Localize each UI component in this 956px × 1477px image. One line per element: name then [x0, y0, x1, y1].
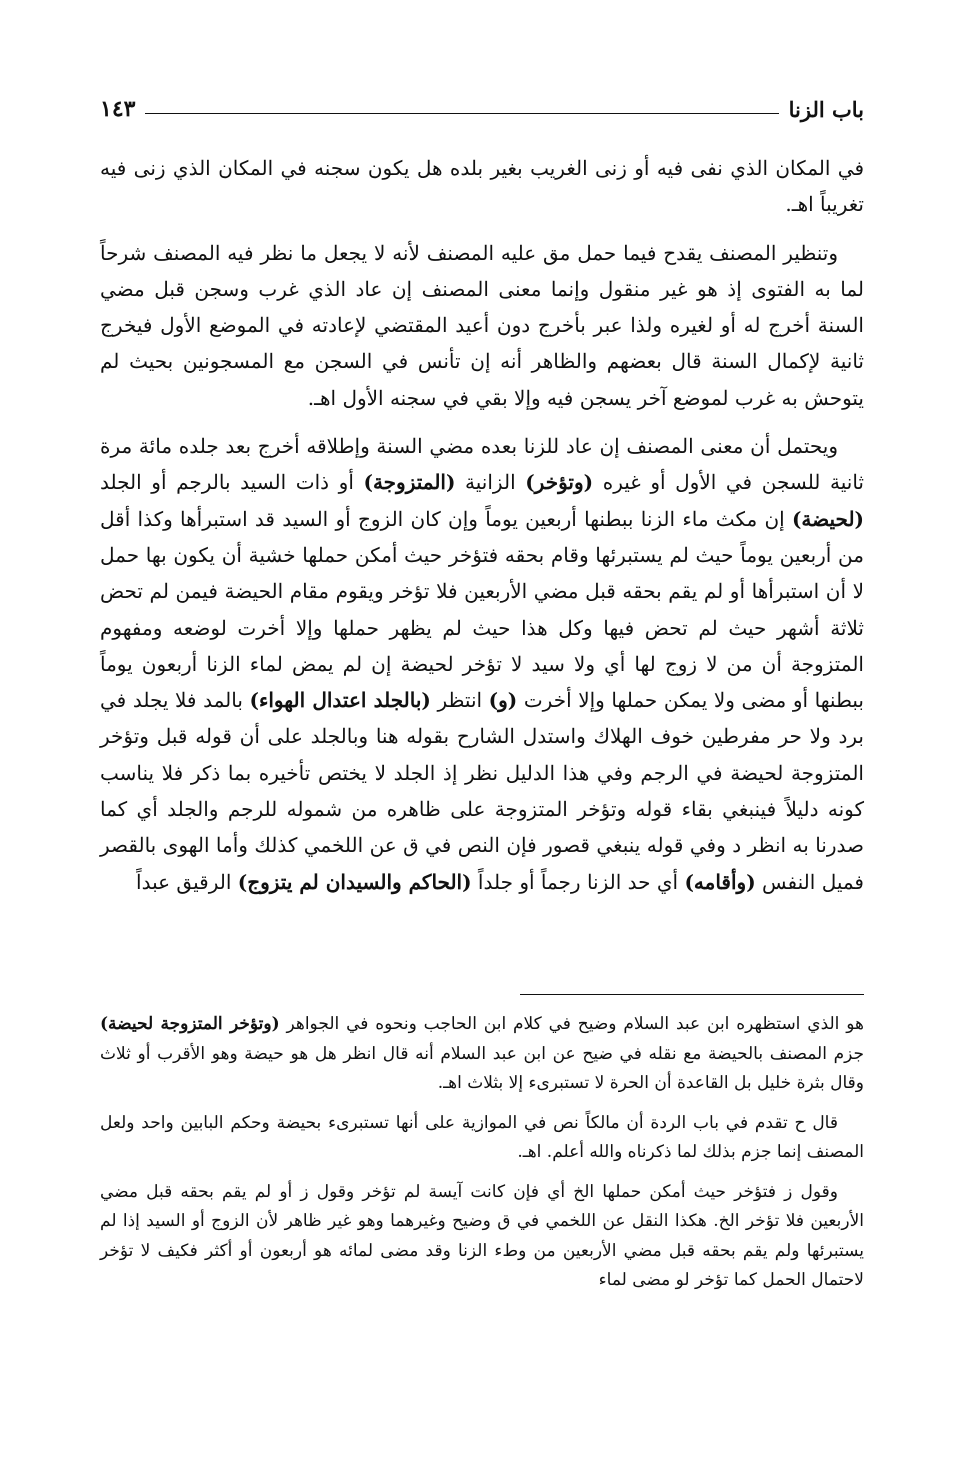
main-text — [100, 150, 864, 912]
paragraph-3 — [100, 428, 864, 900]
text-run: بالمد فلا يجلد في برد ولا حر مفرطين خوف الهلاك واستدل الشارح بقوله هنا وبالجلد على أن قوله قبل وتؤخر المتزوجة لحيضة في الرجم وفي هذا الدليل نظر إذ الجلد لا يختص تأخيره بما ذكر فلا يناسب كونه دليلاً فينبغي بقاء قوله وتؤخر المتزوجة على ظاهره من شموله للرجم والجلد أي كما صدرنا به انظر د وفي قوله ينبغي قصور فإن النص في ق عن اللخمي كذلك وأما الهوى بالقصر فميل النفس — [100, 688, 864, 894]
header-rule — [145, 113, 778, 114]
matn-quote: (لحيضة) — [791, 506, 864, 531]
text-run: الزانية — [455, 470, 526, 495]
text-run: الرقيق عبداً — [136, 869, 238, 894]
footnote-divider — [520, 994, 864, 995]
footnotes — [100, 1010, 864, 1306]
matn-quote: (وأقامه) — [684, 869, 756, 894]
chapter-title: باب الزنا — [788, 97, 864, 122]
text-run: أي حد الزنا رجماً أو جلداً — [471, 869, 685, 894]
paragraph-1: في المكان الذي نفى فيه أو زنى الغريب بغير بلده هل يكون سجنه في المكان الذي زنى فيه تغريباً اهـ. — [100, 156, 864, 217]
matn-quote: (و) — [488, 688, 518, 713]
running-header — [100, 88, 864, 122]
matn-quote: (وتؤخر المتزوجة لحيضة) — [100, 1014, 280, 1034]
matn-quote: (الحاكم والسيدان لم يتزوج) — [237, 869, 472, 894]
footnote-3: وقول ز فتؤخر حيث أمكن حملها الخ أي فإن كانت آيسة لم تؤخر وقول ز أو لم يقم بحقه قبل مضي الأربعين فلا تؤخر الخ. هكذا النقل عن اللخمي في ق وضيح وغيرهما وهو غير ظاهر لأن الزوج أو السيد إذا لم يستبرئها ولم يقم بحقه قبل مضي الأربعين من وطء الزنا وقد مضى لمائه هو أربعون أو أكثر فكيف لا تؤخر لاحتمال الحمل كما تؤخر لو مضى لماء — [100, 1181, 864, 1290]
text-run: هو الذي استظهره ابن عبد السلام وضيح في كلام ابن الحاجب ونحوه في الجواهر — [279, 1014, 864, 1034]
text-run: جزم المصنف بالحيضة مع نقله في ضيح عن ابن عبد السلام أنه قال انظر هل هو حيضة وهو الأقرب أو ثلاث وقال بثرة خليل بل القاعدة أن الحرة لا تستبرىء إلا بثلاث اهـ. — [100, 1043, 864, 1093]
matn-quote: (وتؤخر) — [525, 470, 594, 495]
text-run: إن مكث ماء الزنا ببطنها أربعين يوماً وإن كان الزوج أو السيد قد استبرأها وكذا أقل من أربعين يوماً حيث لم يستبرئها وقام بحقه فتؤخر حيث أمكن حملها خشية أن يكون بها حمل لا أن استبرأها أو لم يقم بحقه قبل مضي الأربعين فلا تؤخر ويقوم مقام الحيضة فيمن لم تحض ثلاثة أشهر حيث لم تحض فيها وكل هذا حيث لم يظهر حملها وإلا أخرت لوضعه ومفهوم المتزوجة أن من لا زوج لها أي ولا سيد لا تؤخر لحيضة إن لم يمض لماء الزنا أربعون يوماً ببطنها أو مضى ولا يمكن حملها وإلا أخرت — [100, 506, 864, 713]
text-run: أو ذات السيد بالرجم أو الجلد — [100, 470, 364, 495]
footnote-2: قال ح تقدم في باب الردة أن مالكاً نص في الموازية على أنها تستبرىء بحيضة وحكم البابين واحد ولعل المصنف إنما جزم بذلك لما ذكرناه والله أعلم. اهـ. — [100, 1112, 864, 1162]
text-run: انتظر — [430, 688, 489, 713]
text-run: ويحتمل أن معنى المصنف إن عاد للزنا بعده مضي السنة وإطلاقه أخرج بعد جلده مائة مرة ثانية للسجن في الأول أو غيره — [100, 434, 864, 495]
matn-quote: (بالجلد اعتدال الهواء) — [249, 688, 431, 713]
footnote-1 — [100, 1010, 864, 1099]
matn-quote: (المتزوجة) — [363, 470, 456, 495]
page-number: ١٤٣ — [100, 96, 136, 122]
paragraph-2: وتنظير المصنف يقدح فيما حمل مق عليه المصنف لأنه لا يجعل ما نظر فيه المصنف شرحاً لما به الفتوى إذ هو غير منقول وإنما معنى المصنف إن عاد الذي غرب وسجن قبل مضي السنة أخرج له أو لغيره ولذا عبر بأخرج دون أعيد المقتضي لإعادته في الموضع الأول فيخرج ثانية لإكمال السنة قال بعضهم والظاهر أنه إن تأنس في السجن مع المسجونين بحيث لم يتوحش به غرب لموضع آخر يسجن فيه وإلا بقي في سجنه الأول اهـ. — [100, 240, 864, 410]
